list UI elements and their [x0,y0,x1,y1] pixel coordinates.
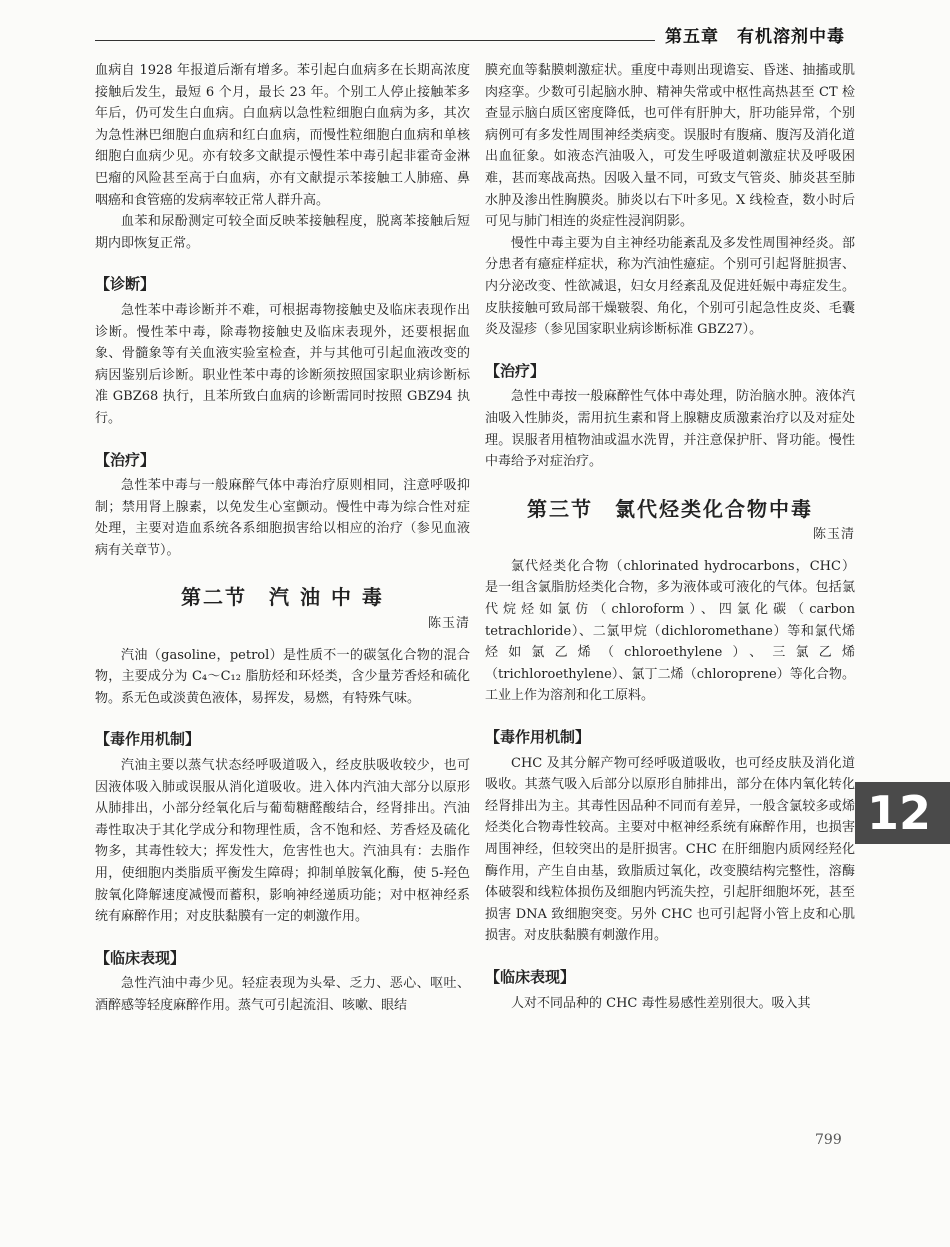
section-heading-clinical: 【临床表现】 [95,948,186,967]
paragraph: 慢性中毒主要为自主神经功能紊乱及多发性周围神经炎。部分患者有癔症样症状，称为汽油性癔症。个别可引起肾脏损害、内分泌改变、性欲减退，妇女月经紊乱及促进妊娠中毒症发生。皮肤接触可致局部干燥皲裂、角化，个别可引起急性皮炎、毛囊炎及湿疹（参见国家职业病诊断标准 GBZ27）。 [485,235,855,338]
page-number: 799 [815,1132,842,1148]
paragraph: 血苯和尿酚测定可较全面反映苯接触程度，脱离苯接触后短期内即恢复正常。 [95,214,470,251]
paragraph: 血病自 1928 年报道后渐有增多。苯引起白血病多在长期高浓度接触后发生，最短 6 个月，最长 23 年。个别工人停止接触苯多年后，仍可发生白血病。白血病以急性粒细胞白血病为多，其次为急性淋巴细胞白血病和红白血病，而慢性粒细胞白血病和单核细胞白血病少见。亦有较多文献提示慢性苯中毒引起非霍奇金淋巴瘤的风险甚至高于白血病，亦有文献提示苯接触工人肺癌、鼻咽癌和食管癌的发病率较正常人群升高。 [95,63,470,208]
section-heading-treatment: 【治疗】 [95,450,156,469]
right-column [485,60,855,1014]
author-name: 陈玉清 [427,616,470,632]
section-heading-diagnosis: 【诊断】 [95,275,156,294]
paragraph: 急性中毒按一般麻醉性气体中毒处理，防治脑水肿。液体汽油吸入性肺炎，需用抗生素和肾上腺糖皮质激素治疗以及对症处理。误服者用植物油或温水洗胃，并注意保护肝、肾功能。慢性中毒给予对症治疗。 [485,389,855,470]
paragraph: 急性苯中毒与一般麻醉气体中毒治疗原则相同，注意呼吸抑制；禁用肾上腺素，以免发生心室颤动。慢性中毒为综合性对症处理，主要对造血系统各系细胞损害给以相应的治疗（参见血液病有关章节）。 [95,478,470,558]
section-title-gasoline: 第二节 汽 油 中 毒 [181,585,384,610]
paragraph: 急性苯中毒诊断并不难，可根据毒物接触史及临床表现作出诊断。慢性苯中毒，除毒物接触史及临床表现外，还要根据血象、骨髓象等有关血液实验室检查，并与其他可引起血液改变的病因鉴别后诊断。职业性苯中毒的诊断须按照国家职业病诊断标准 GBZ68 执行，且苯所致白血病的诊断需同时按照 GBZ94 执行。 [95,302,470,426]
chapter-tab-badge: 12 [855,782,950,844]
section-heading-mechanism: 【毒作用机制】 [485,728,591,747]
section-heading-treatment: 【治疗】 [485,361,546,380]
paragraph: 人对不同品种的 CHC 毒性易感性差别很大。吸入其 [511,995,811,1011]
paragraph: 汽油（gasoline，petrol）是性质不一的碳氢化合物的混合物，主要成分为 C₄～C₁₂ 脂肪烃和环烃类，含少量芳香烃和硫化物。系无色或淡黄色液体，易挥发，易燃，有特殊气味。 [95,647,470,706]
paragraph: 急性汽油中毒少见。轻症表现为头晕、乏力、恶心、呕吐、酒醉感等轻度麻醉作用。蒸气可引起流泪、咳嗽、眼结 [95,976,470,1013]
section-heading-mechanism: 【毒作用机制】 [95,730,201,749]
chapter-running-header: 第五章 有机溶剂中毒 [665,27,845,47]
header-rule [95,40,655,41]
paragraph: 汽油主要以蒸气状态经呼吸道吸入，经皮肤吸收较少，也可因液体吸入肺或误服从消化道吸收。进入体内汽油大部分以原形从肺排出，小部分经氧化后与葡萄糖醛酸结合，经肾排出。汽油毒性取决于其化学成分和物理性质，含不饱和烃、芳香烃及硫化物多，其毒性较大；挥发性大，危害性也大。汽油具有：去脂作用，使细胞内类脂质平衡发生障碍；抑制单胺氧化酶，使 5-羟色胺氧化降解速度减慢而蓄积，影响神经递质功能；对中枢神经系统有麻醉作用；对皮肤黏膜有一定的刺激作用。 [95,758,470,925]
paragraph: CHC 及其分解产物可经呼吸道吸收，也可经皮肤及消化道吸收。其蒸气吸入后部分以原形自肺排出，部分在体内氧化转化经肾排出为主。其毒性因品种不同而有差异，一般含氯较多或烯烃类化合物毒性较高。主要对中枢神经系统有麻醉作用，也损害周围神经，但较突出的是肝损害。CHC 在肝细胞内质网经羟化酶作用，产生自由基，致脂质过氧化，改变膜结构完整性，溶酶体破裂和线粒体损伤及细胞内钙流失控，引起肝细胞坏死，甚至损害 DNA 致细胞突变。另外 CHC 也可引起肾小管上皮和心肌损害。对皮肤黏膜有刺激作用。 [485,755,855,944]
paragraph: 氯代烃类化合物（chlorinated hydrocarbons，CHC）是一组含氯脂肪烃类化合物，多为液体或可液化的气体。包括氯代烷烃如氯仿（chloroform）、四氯化碳（carbon tetrachloride）、二氯甲烷（dichloromethane）等和氯代烯烃如氯乙烯（chloroethylene）、三氯乙烯（trichloroethylene）、氯丁二烯（chloroprene）等化合物。工业上作为溶剂和化工原料。 [485,558,855,704]
author-name: 陈玉清 [812,527,855,543]
left-column [95,60,470,1017]
section-heading-clinical: 【临床表现】 [485,967,576,986]
section-title-chlorinated-hydrocarbons: 第三节 氯代烃类化合物中毒 [527,496,813,521]
paragraph: 膜充血等黏膜刺激症状。重度中毒则出现谵妄、昏迷、抽搐或肌肉痉挛。少数可引起脑水肿、精神失常或中枢性高热甚至 CT 检查显示脑白质区密度降低，也可伴有肝肿大，肝功能异常，个别病例可有多发性周围神经类病变。误服时有腹痛、腹泻及消化道出血征象。如液态汽油吸入，可发生呼吸道刺激症状及呼吸困难，甚而寒战高热。因吸入量不同，可致支气管炎、肺炎甚至肺水肿及渗出性胸膜炎。肺炎以右下叶多见。X 线检查，数小时后可见与肺门相连的炎症性浸润阴影。 [485,63,855,230]
